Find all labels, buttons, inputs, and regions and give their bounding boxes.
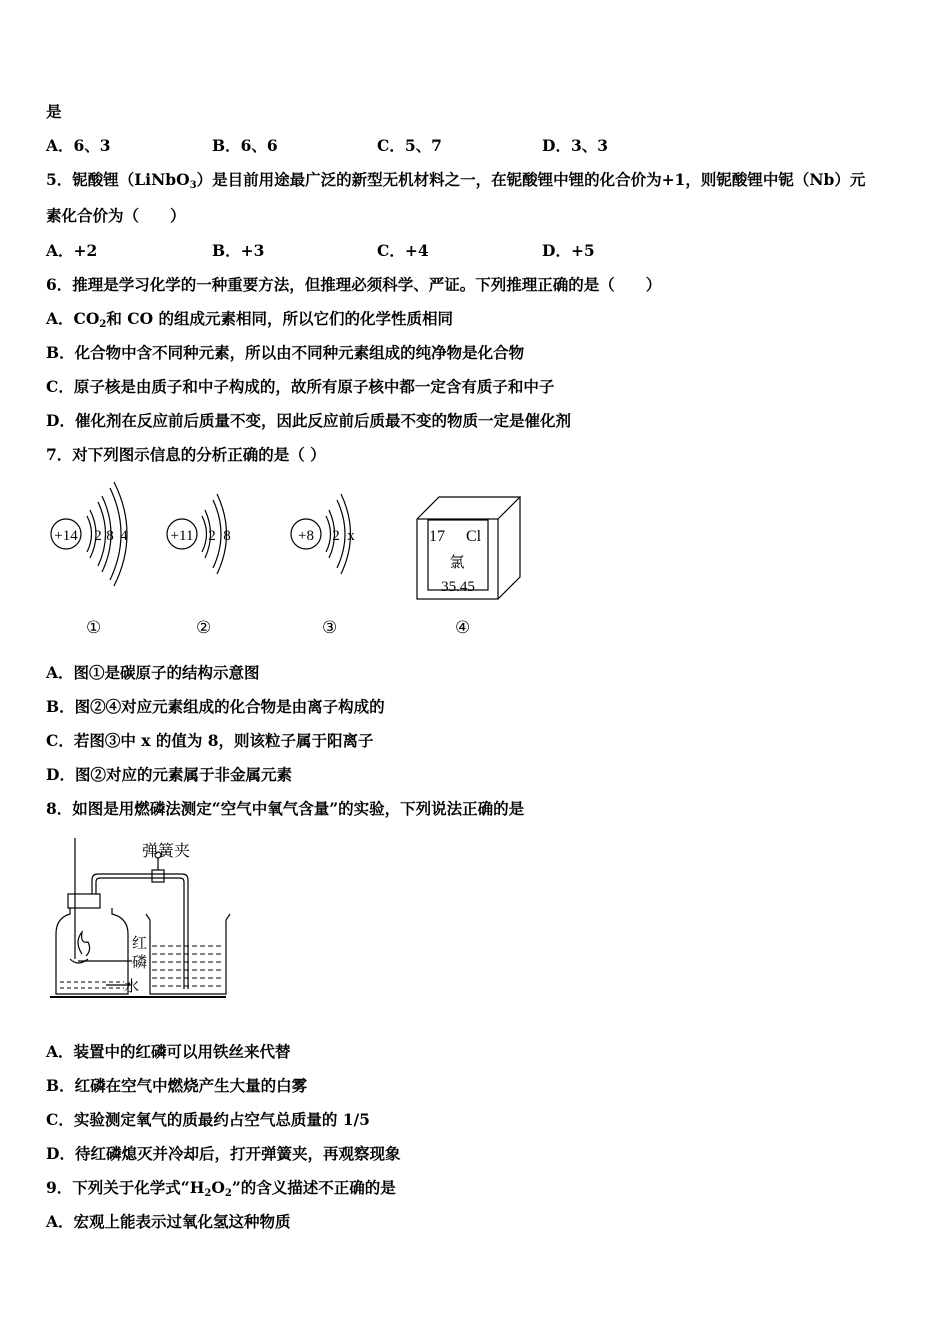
q5-stem-line2: 素化合价为（ ） [46, 206, 186, 225]
atom1-shell-1: 2 [94, 528, 102, 544]
q4-option-b: B．6、6 [212, 136, 278, 155]
element-symbol: Cl [466, 528, 482, 545]
q5-option-d: D．+5 [542, 241, 595, 260]
q5-option-c: C．+4 [377, 241, 429, 260]
q5-stem-line1: 5．铌酸锂（LiNbO$_3$）是目前用途最广泛的新型无机材料之一，在铌酸锂中锂的化合价为+1，则铌酸锂中铌（Nb）元 [46, 170, 866, 191]
water-label: 水 [124, 979, 140, 995]
atom1-nucleus: +14 [54, 528, 78, 544]
q4-option-d: D．3、3 [542, 136, 609, 155]
atom3-nucleus: +8 [298, 528, 314, 544]
fig-label-2: ② [196, 618, 212, 638]
q7-option-b: B．图②④对应元素组成的化合物是由离子构成的 [46, 697, 385, 716]
q8-option-c: C．实验测定氧气的质最约占空气总质量的 1/5 [46, 1110, 370, 1129]
atom1-shell-3: 4 [120, 528, 128, 544]
clamp-label: 弹簧夹 [142, 843, 191, 860]
atom3-shell-2: x [347, 528, 355, 544]
fig-label-4: ④ [455, 618, 471, 638]
q8-stem: 8．如图是用燃磷法测定“空气中氧气含量”的实验，下列说法正确的是 [46, 799, 525, 818]
q4-option-c: C．5、7 [377, 136, 442, 155]
q8-option-d: D．待红磷熄灭并冷却后，打开弹簧夹，再观察现象 [46, 1144, 401, 1163]
phosphorus-apparatus [48, 834, 238, 1004]
q6-option-c: C．原子核是由质子和中子构成的，故所有原子核中都一定含有质子和中子 [46, 377, 555, 396]
atom2-nucleus: +11 [170, 528, 194, 544]
red-label: 红 [132, 936, 148, 952]
q8-option-b: B．红磷在空气中燃烧产生大量的白雾 [46, 1076, 308, 1095]
element-number: 17 [429, 528, 445, 545]
element-mass: 35.45 [441, 579, 475, 595]
q6-option-a: A．$CO_2$和 CO 的组成元素相同，所以它们的化学性质相同 [46, 309, 453, 330]
atom1-shell-2: 8 [106, 528, 114, 544]
q6-option-d: D．催化剂在反应前后质量不变，因此反应前后质最不变的物质一定是催化剂 [46, 411, 571, 430]
q5-option-b: B．+3 [212, 241, 265, 260]
q7-stem: 7．对下列图示信息的分析正确的是（ ） [46, 445, 326, 464]
q7-option-a: A．图①是碳原子的结构示意图 [46, 663, 260, 682]
q4-stem-tail: 是 [46, 102, 62, 121]
atom2-shell-2: 8 [223, 528, 231, 544]
q8-option-a: A．装置中的红磷可以用铁丝来代替 [46, 1042, 291, 1061]
phosphorus-label: 磷 [132, 955, 148, 971]
q4-option-a: A．6、3 [46, 136, 111, 155]
q6-option-b: B．化合物中含不同种元素，所以由不同种元素组成的纯净物是化合物 [46, 343, 525, 362]
q7-option-c: C．若图③中 x 的值为 8，则该粒子属于阳离子 [46, 731, 374, 750]
q9-stem: 9．下列关于化学式“$H_2O_2$”的含义描述不正确的是 [46, 1178, 396, 1199]
fig-label-1: ① [86, 618, 102, 638]
q6-stem: 6．推理是学习化学的一种重要方法，但推理必须科学、严证。下列推理正确的是（ ） [46, 275, 662, 294]
atom3-shell-1: 2 [332, 528, 340, 544]
q9-option-a: A．宏观上能表示过氧化氢这种物质 [46, 1212, 291, 1231]
fig-label-3: ③ [322, 618, 338, 638]
q5-option-a: A．+2 [46, 241, 98, 260]
atom2-shell-1: 2 [208, 528, 216, 544]
atom-diagrams [40, 476, 540, 611]
q7-option-d: D．图②对应的元素属于非金属元素 [46, 765, 292, 784]
element-name: 氯 [449, 555, 465, 571]
